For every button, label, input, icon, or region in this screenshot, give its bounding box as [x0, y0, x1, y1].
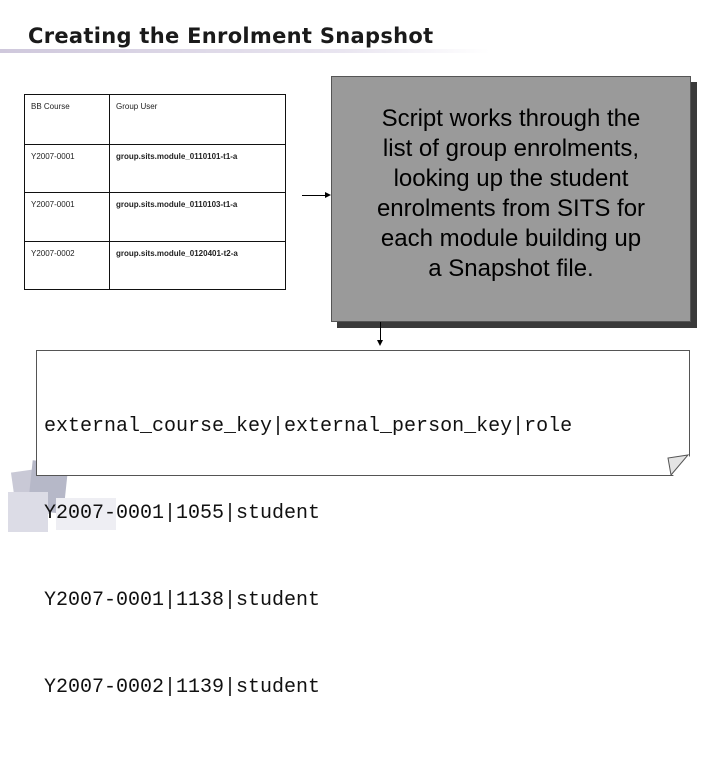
- snapshot-record-line: Y2007-0002|1139|student: [44, 676, 321, 699]
- header-bb-course: BB Course: [25, 95, 110, 145]
- group-cell: group.sits.module_0110103-t1-a: [110, 193, 286, 241]
- table-header-row: [25, 95, 286, 145]
- group-cell: group.sits.module_0120401-t2-a: [110, 241, 286, 289]
- course-cell: Y2007-0002: [25, 241, 110, 289]
- script-description-text: [371, 104, 651, 284]
- course-cell: Y2007-0001: [25, 193, 110, 241]
- script-line: each module building up: [380, 225, 642, 252]
- snapshot-file-content: [44, 354, 572, 760]
- title-underline: [0, 49, 490, 53]
- group-cell: group.sits.module_0110101-t1-a: [110, 145, 286, 193]
- snapshot-record-line: Y2007-0001|1055|student: [44, 502, 321, 525]
- slide-title: Creating the Enrolment Snapshot: [28, 24, 434, 48]
- script-line: a Snapshot file.: [428, 255, 594, 282]
- table-row: [25, 145, 286, 193]
- snapshot-file: [36, 350, 690, 699]
- course-cell: Y2007-0001: [25, 145, 110, 193]
- snapshot-record-line: Y2007-0001|1138|student: [44, 589, 321, 612]
- snapshot-header-line: external_course_key|external_person_key|role: [44, 415, 573, 438]
- script-line: enrolments from SITS for: [376, 195, 646, 222]
- script-line: Script works through the: [381, 105, 641, 132]
- group-enrolment-table: [24, 94, 286, 290]
- table-row: [25, 241, 286, 289]
- table-row: [25, 193, 286, 241]
- script-description-box: [331, 76, 691, 322]
- arrow-to-snapshot-head: [377, 340, 383, 346]
- header-group-user: Group User: [110, 95, 286, 145]
- script-line: list of group enrolments,: [382, 135, 640, 162]
- script-line: looking up the student: [393, 165, 629, 192]
